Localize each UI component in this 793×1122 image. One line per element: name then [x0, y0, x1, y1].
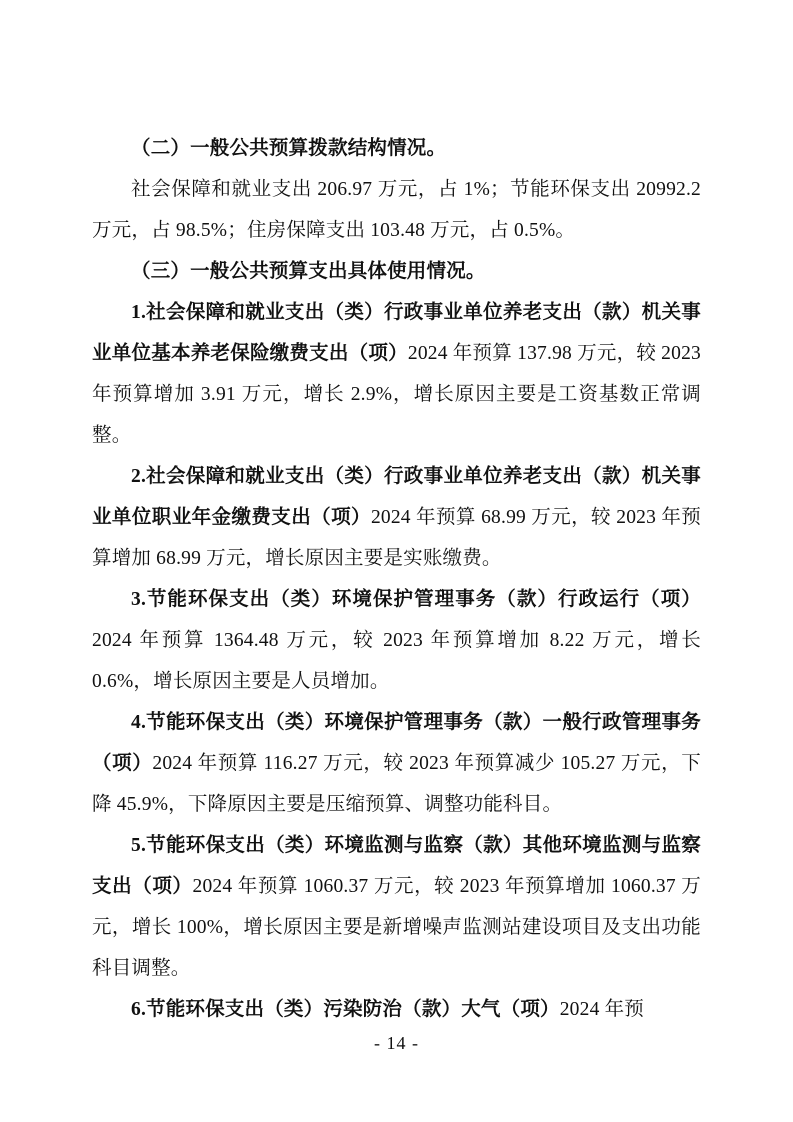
list-item-6-rest: 2024 年预: [559, 999, 645, 1020]
list-item-2-lead: 2.社会保障和就业支出（类）行政事业单位养老支出（款）机关事业单位职业年金缴费支出（项）: [92, 466, 701, 528]
list-item-3-lead: 3.节能环保支出（类）环境保护管理事务（款）行政运行（项）: [131, 589, 701, 610]
list-item-6: [92, 989, 701, 1030]
list-item-4-rest: 2024 年预算 116.27 万元，较 2023 年预算减少 105.27 万元，下降 45.9%，下降原因主要是压缩预算、调整功能科目。: [92, 753, 701, 815]
list-item-5: [92, 825, 701, 989]
section-heading-3: （三）一般公共预算支出具体使用情况。: [131, 261, 486, 282]
list-item-6-lead: 6.节能环保支出（类）污染防治（款）大气（项）: [131, 999, 560, 1020]
list-item-5-rest: 2024 年预算 1060.37 万元，较 2023 年预算增加 1060.37 万元，增长 100%，增长原因主要是新增噪声监测站建设项目及支出功能科目调整。: [92, 876, 701, 979]
page-footer: [0, 1033, 793, 1054]
list-item-1: [92, 292, 701, 456]
list-item-3-rest: 2024 年预算 1364.48 万元，较 2023 年预算增加 8.22 万元，增长 0.6%，增长原因主要是人员增加。: [92, 630, 701, 692]
list-item-1-lead: 1.社会保障和就业支出（类）行政事业单位养老支出（款）机关事业单位基本养老保险缴费支出（项）: [92, 302, 701, 364]
document-body: [92, 128, 701, 1030]
list-item-4-lead: 4.节能环保支出（类）环境保护管理事务（款）一般行政管理事务（项）: [92, 712, 701, 774]
paragraph-budget-structure: 社会保障和就业支出 206.97 万元，占 1%；节能环保支出 20992.2 万元，占 98.5%；住房保障支出 103.48 万元，占 0.5%。: [92, 179, 701, 241]
list-item-5-lead: 5.节能环保支出（类）环境监测与监察（款）其他环境监测与监察支出（项）: [92, 835, 701, 897]
list-item-2: [92, 456, 701, 579]
section-heading-2: （二）一般公共预算拨款结构情况。: [131, 138, 447, 159]
list-item-1-rest: 2024 年预算 137.98 万元，较 2023 年预算增加 3.91 万元，增长 2.9%，增长原因主要是工资基数正常调整。: [92, 343, 701, 446]
page-number: - 14 -: [374, 1033, 419, 1053]
list-item-3: [92, 579, 701, 702]
list-item-4: [92, 702, 701, 825]
list-item-2-rest: 2024 年预算 68.99 万元，较 2023 年预算增加 68.99 万元，增长原因主要是实账缴费。: [92, 507, 701, 569]
